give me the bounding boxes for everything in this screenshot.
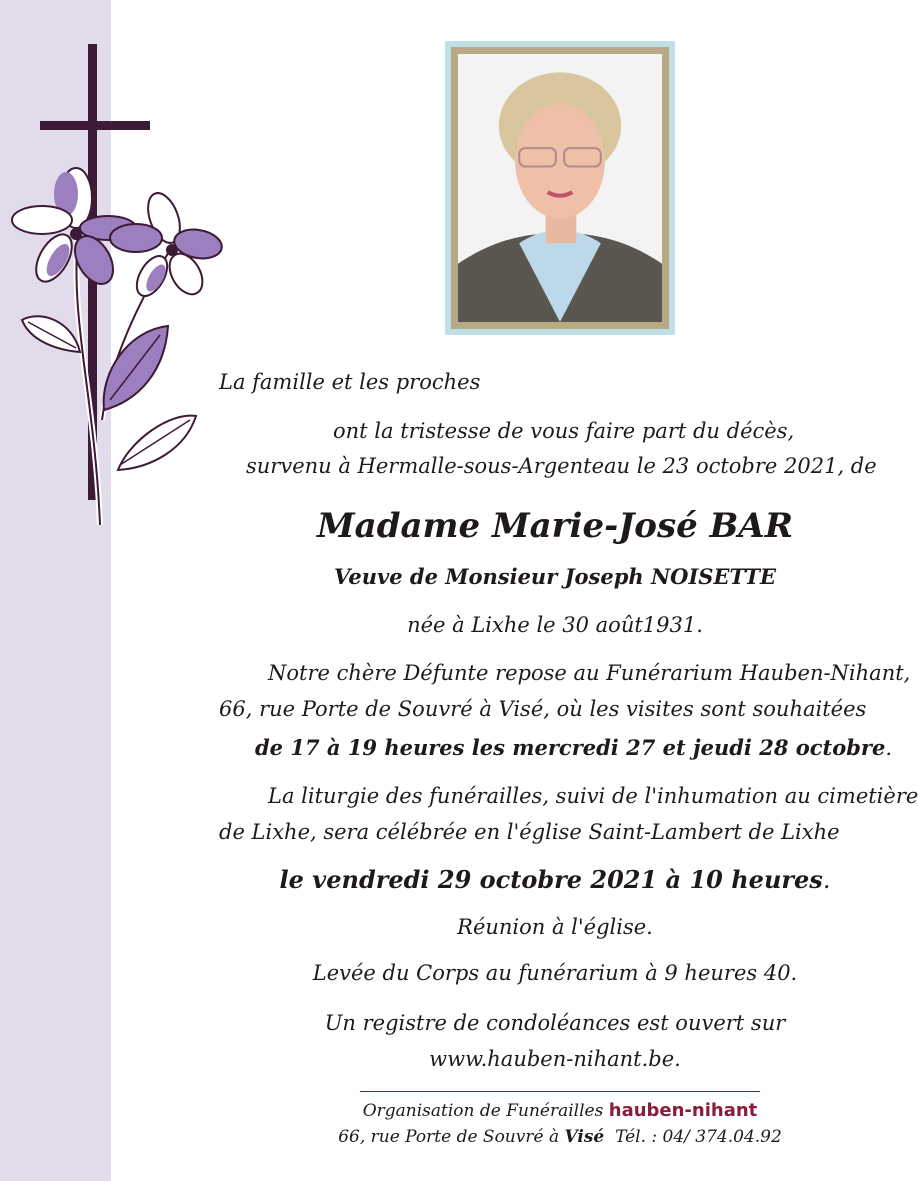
deceased-birth: née à Lixhe le 30 août1931. — [407, 613, 703, 637]
funeral-date-text: le vendredi 29 octobre 2021 à 10 heures — [279, 865, 823, 894]
portrait-frame — [445, 41, 675, 335]
funeral-date — [100, 865, 918, 895]
deceased-spouse: Veuve de Monsieur Joseph NOISETTE — [334, 564, 776, 589]
footer-phone: Tél. : 04/ 374.04.92 — [615, 1127, 782, 1147]
visitation-hours-period: . — [885, 736, 893, 760]
cross-flowers-ornament — [0, 0, 240, 560]
cross-horizontal — [40, 121, 150, 130]
funeral-line-2: de Lixhe, sera célébrée en l'église Saint-Lambert de Lixhe — [219, 820, 840, 844]
portrait-photo — [458, 54, 662, 322]
visitation-hours-text: de 17 à 19 heures les mercredi 27 et jeudi 28 octobre — [255, 735, 886, 760]
register-url: www.hauben-nihant.be. — [429, 1047, 681, 1071]
visitation-hours — [255, 735, 892, 761]
visitation-line-2: 66, rue Porte de Souvré à Visé, où les visites sont souhaitées — [219, 697, 867, 721]
intro-line-3: survenu à Hermalle-sous-Argenteau le 23 octobre 2021, de — [246, 454, 877, 478]
footer-brand-logo: hauben-nihant — [608, 1100, 758, 1121]
funeral-line-1: La liturgie des funérailles, suivi de l'inhumation au cimetière — [268, 784, 918, 808]
deceased-name: Madame Marie-José BAR — [317, 506, 793, 546]
funeral-meeting: Réunion à l'église. — [457, 915, 653, 939]
leaf-purple — [104, 326, 168, 410]
intro-line-1: La famille et les proches — [219, 370, 481, 394]
portrait-mat — [451, 47, 669, 329]
footer-address — [300, 1127, 820, 1147]
flower-right — [110, 189, 224, 301]
funeral-date-period: . — [822, 866, 831, 894]
register-line-1: Un registre de condoléances est ouvert sur — [324, 1011, 786, 1035]
footer-city: Visé — [564, 1127, 605, 1147]
visitation-line-1: Notre chère Défunte repose au Funérarium Hauben-Nihant, — [268, 661, 911, 685]
footer-org-prefix: Organisation de Funérailles — [362, 1101, 604, 1121]
footer-organisation — [300, 1100, 820, 1121]
intro-line-2: ont la tristesse de vous faire part du décès, — [333, 419, 795, 443]
footer-address-text: 66, rue Porte de Souvré à — [338, 1127, 560, 1147]
funeral-levee: Levée du Corps au funérarium à 9 heures 40. — [312, 961, 798, 985]
footer-divider — [360, 1091, 760, 1092]
